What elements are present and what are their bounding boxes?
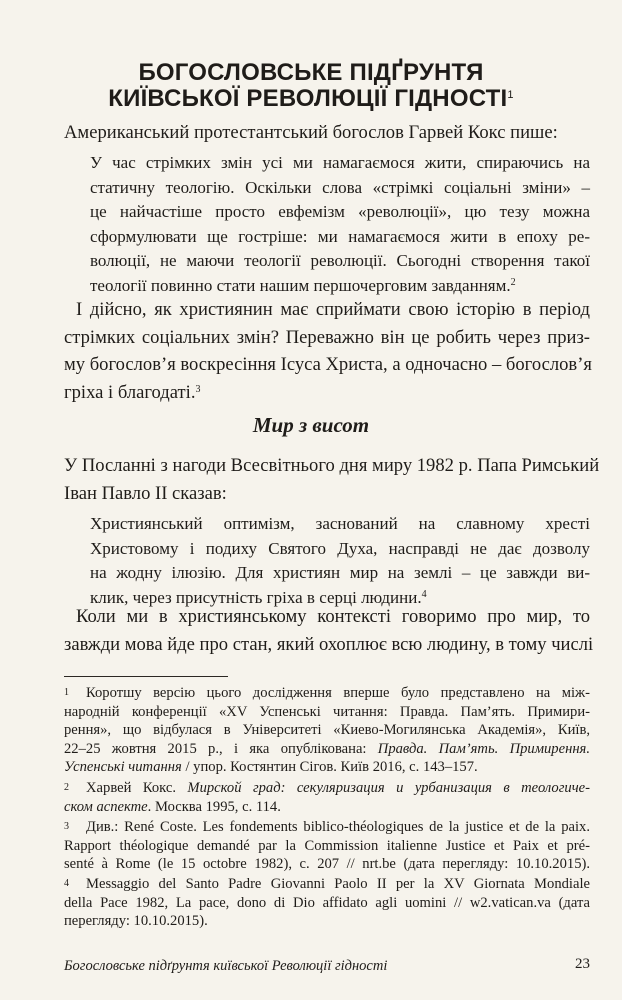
footnote-separator [64,676,228,677]
footnote-ref-1: 1 [507,89,514,101]
paragraph-pope-intro: У Посланні з нагоди Всесвітнього дня миру 1982 р. Папа Римський Іван Павло ІІ сказав: [64,455,600,504]
footnote-3: 3 Див.: René Coste. Les fondements biblico-théologiques de la justice et de la paix. Rapport théologique demandé par la Commission italienne Justice et Paix et pré- senté à Rome (le 15 octobre 1982), c. 207 // nrt.be (дата перегляду: 10.10.2015). [64,819,590,873]
pope-quote: Християнський оптимізм, заснований на славному хресті Христовому і подиху Святого Духа, насправді не дає дозволу на жодну ілюзію. Для християн мир на землі – це завжди ви- клик, через присутність гріха в серці людини.$^4$ [90,514,590,607]
section-heading: Мир з висот [252,413,370,437]
footnote-ref-2: 2 [510,276,516,288]
page-number: 23 [575,956,590,972]
chapter-title-line-1: БОГОСЛОВСЬКЕ ПІДҐРУНТЯ [138,59,484,86]
footnote-2: 2 Харвей Кокс. Мирской град: секуляризация и урбанизация в теологиче- ском аспекте. Москва 1995, с. 114. [64,780,591,815]
paragraph-peace: Коли ми в християнському контексті говоримо про мир, то завжди мова йде про стан, який охоплює всю людину, в тому числі [64,606,594,655]
cox-quote: У час стрімких змін усі ми намагаємося жити, спираючись на статичну теологію. Оскільки слова «стрімкі соціальні зміни» – це найчастіше просто евфемізм «революції», цю тезу можна сформулювати ще гостріше: ми намагаємося жити в епоху ре- волюції, не маючи теології революції. Сьогодні створення такої теології повинно стати нашим першочерговим завданням.$^2$ [90,153,590,295]
paragraph-history: І дійсно, як християнин має сприймати свою історію в період стрімких соціальних змін? Переважно він це робить через приз- му богослов’я воскресіння Ісуса Христа, а одночасно – богослов’я гріха і благодаті.$^3$ [64,299,592,403]
chapter-title-line-2: КИЇВСЬКОЇ РЕВОЛЮЦІЇ ГІДНОСТІ$^1$ [108,85,514,112]
footnote-4: 4 Messaggio del Santo Padre Giovanni Paolo II per la XV Giornata Mondiale della Pace 1982, La pace, dono di Dio affidato agli uomini // w2.vatican.va (дата перегляду: 10.10.2015). [64,876,590,930]
footnote-ref-3: 3 [195,383,201,395]
footnote-ref-4: 4 [421,588,427,600]
running-footer-title: Богословське підґрунтя київської Революції гідності [64,958,388,974]
footnote-1: 1 Коротшу версію цього дослідження вперше було представлено на між- народній конференції «XV Успенські читання: Правда. Пам’ять. Примири- рення», що відбулася в Університеті «Киево-Могилянська Академія», Київ, 22–25 жовтня 2015 р., і яка опублікована: Правда. Пам’ять. Примирення. Успенські читання / упор. Костянтин Сігов. Київ 2016, с. 143–157. [64,685,590,776]
intro-paragraph: Американський протестантський богослов Гарвей Кокс пише: [64,122,558,143]
